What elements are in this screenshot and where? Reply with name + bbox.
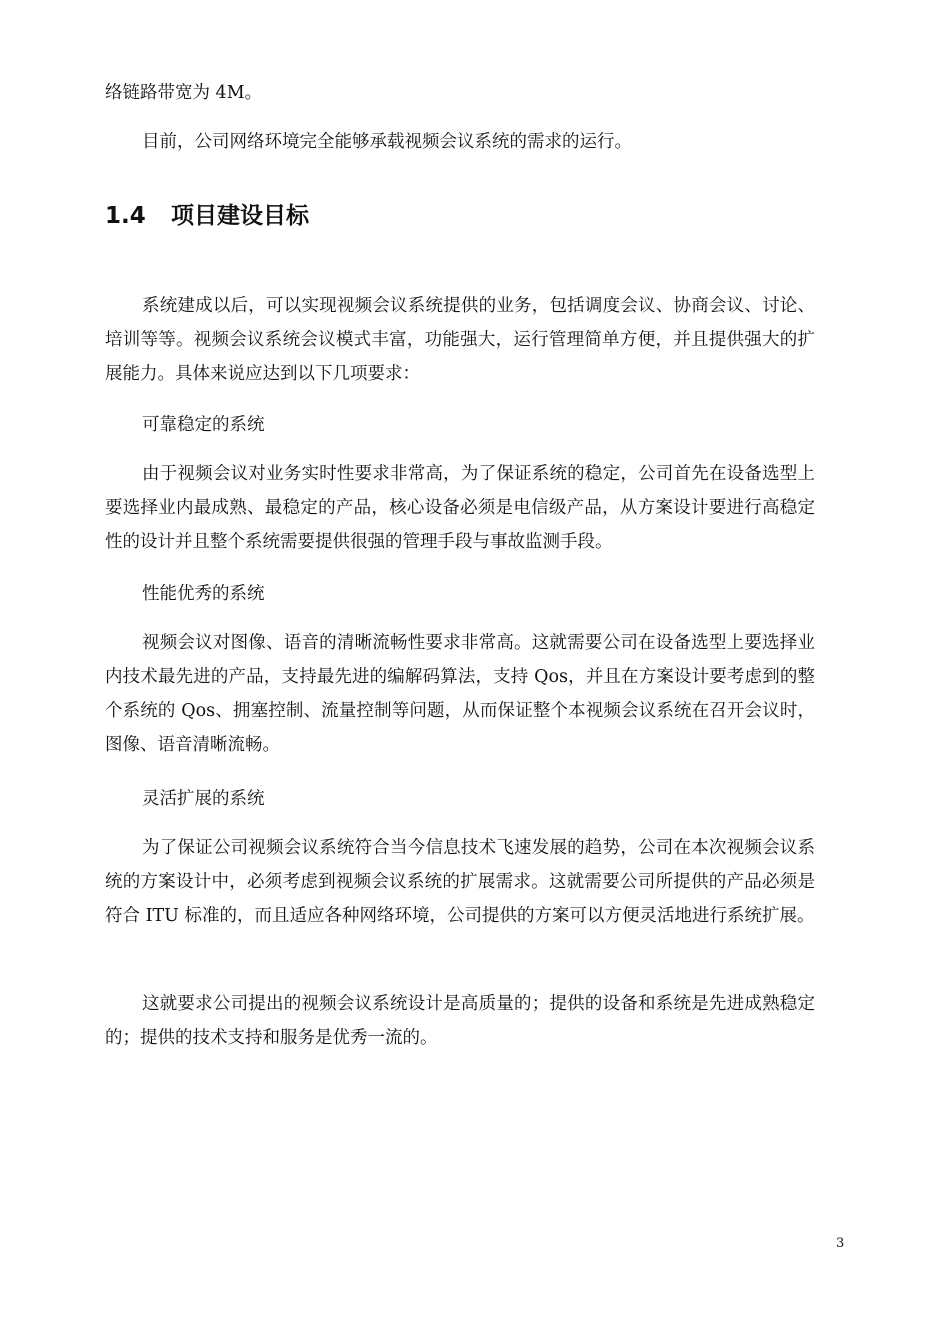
section-heading: [105, 198, 309, 234]
page-number: 3: [836, 1236, 845, 1251]
paragraph-performance: 视频会议对图像、语音的清晰流畅性要求非常高。这就需要公司在设备选型上要选择业内技术最先进的产品，支持最先进的编解码算法，支持 Qos，并且在方案设计要考虑到的整个系统的 Qos、拥塞控制、流量控制等问题，从而保证整个本视频会议系统在召开会议时，图像、语音清晰流畅。: [105, 633, 815, 755]
section-number: 1.4: [105, 203, 146, 229]
subheading-scalable-system: 灵活扩展的系统: [142, 789, 265, 809]
subheading-performance-system: 性能优秀的系统: [142, 584, 265, 604]
section-title: 项目建设目标: [171, 203, 309, 229]
paragraph-scalability: 为了保证公司视频会议系统符合当今信息技术飞速发展的趋势，公司在本次视频会议系统的方案设计中，必须考虑到视频会议系统的扩展需求。这就需要公司所提供的产品必须是符合 ITU 标准的，而且适应各种网络环境，公司提供的方案可以方便灵活地进行系统扩展。: [105, 838, 815, 926]
paragraph-bandwidth-end: 络链路带宽为 4M。: [105, 83, 263, 103]
paragraph-quality-requirements: 这就要求公司提出的视频会议系统设计是高质量的；提供的设备和系统是先进成熟稳定的；提供的技术支持和服务是优秀一流的。: [105, 994, 815, 1048]
paragraph-network-capacity: 目前，公司网络环境完全能够承载视频会议系统的需求的运行。: [142, 132, 632, 152]
paragraph-reliability: 由于视频会议对业务实时性要求非常高，为了保证系统的稳定，公司首先在设备选型上要选择业内最成熟、最稳定的产品，核心设备必须是电信级产品，从方案设计要进行高稳定性的设计并且整个系统需要提供很强的管理手段与事故监测手段。: [105, 464, 815, 552]
subheading-reliable-system: 可靠稳定的系统: [142, 415, 265, 435]
paragraph-system-goals: 系统建成以后，可以实现视频会议系统提供的业务，包括调度会议、协商会议、讨论、培训等等。视频会议系统会议模式丰富，功能强大，运行管理简单方便，并且提供强大的扩展能力。具体来说应达到以下几项要求：: [105, 296, 815, 384]
